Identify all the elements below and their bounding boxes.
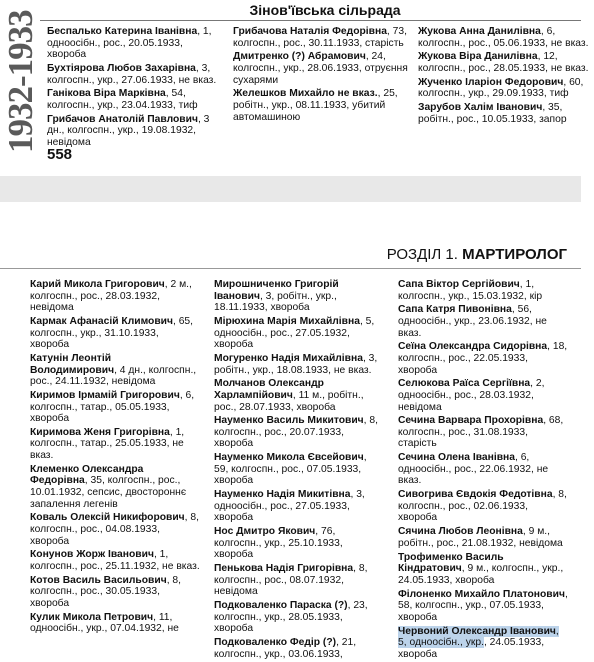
entry-details: , 8, колгоспн., рос., 30.05.1933, хвороба	[30, 574, 181, 609]
list-item	[233, 88, 411, 123]
entry-name: Жукова Анна Данилівна	[418, 26, 541, 37]
entry-name: Сивогрива Євдокія Федотівна	[398, 489, 553, 501]
entry-details: , 25, робітн., укр., 08.11.1933, убитий автомашиною	[233, 88, 398, 123]
entry-details: , 21, колгоспн., укр., 03.06.1933,	[214, 637, 357, 660]
entry-details-highlighted: , 5, одноосібн., укр.	[398, 625, 559, 649]
entry-name: Кулик Микола Петрович	[30, 611, 154, 623]
header-divider	[40, 20, 581, 21]
section-label: РОЗДІЛ 1.	[386, 246, 458, 263]
list-item	[418, 77, 594, 100]
page-number: 558	[47, 146, 73, 163]
entry-details: , 1, колгоспн., татар., 25.05.1933, не вказ.	[30, 426, 185, 462]
list-item	[398, 452, 568, 487]
entry-details: , 68, колгоспн., рос., 31.08.1933, старість	[398, 415, 564, 450]
list-item	[418, 51, 594, 74]
entry-name: Киримова Женя Григорівна	[30, 426, 170, 438]
list-item	[214, 526, 380, 561]
entry-details: , 8, колгоспн., рос., 02.06.1933, хвороба	[398, 489, 567, 524]
top-column-1	[47, 26, 223, 151]
top-column-3	[418, 26, 594, 128]
list-item	[30, 279, 200, 314]
list-item	[30, 464, 200, 510]
entry-name: Мирошниченко Григорій Іванович	[214, 279, 339, 302]
entry-details: , 3, одноосібн., рос., 27.05.1933, хвороба	[214, 489, 365, 524]
entry-details: , 24, колгоспн., укр., 28.06.1933, отруєння сухарями	[233, 51, 408, 86]
list-item	[418, 26, 594, 49]
entry-name: Клеменко Олександра Федорівна	[30, 463, 144, 487]
entry-details: , 23, колгоспн., укр., 28.05.1933, хвороба	[214, 600, 368, 635]
entry-details: , 6, одноосібн., рос., 22.06.1932, не вказ.	[398, 452, 549, 487]
entry-details: , 1, колгоспн., укр., 15.03.1932, кір	[398, 279, 543, 302]
entry-details: , 11, одноосібн., укр., 07.04.1932, не	[30, 611, 179, 635]
current-page	[0, 202, 581, 660]
year-range-vertical	[2, 2, 38, 152]
list-item	[398, 526, 568, 549]
list-item	[398, 415, 568, 450]
list-item	[214, 316, 380, 351]
entry-name: Грибачова Наталія Федорівна	[233, 26, 387, 37]
bottom-column-1	[30, 279, 200, 637]
entry-details: , 65, колгоспн., укр., 31.10.1933, хвороба	[30, 315, 194, 351]
entry-name: Коваль Олексій Никифорович	[30, 512, 185, 524]
entry-details: , 6, колгоспн., рос., 05.06.1933, не вказ.	[418, 26, 589, 49]
section-divider	[0, 268, 581, 269]
entry-details: , 11 м., робітн., рос., 28.07.1933, хвороба	[214, 389, 364, 413]
entry-details: , 8, колгоспн., рос., 04.08.1933, хвороба	[30, 512, 199, 547]
entry-name: Ганікова Віра Марківна	[47, 88, 166, 100]
entry-name: Сечина Олена Іванівна	[398, 452, 515, 464]
entry-details: , 1, одноосібн., рос., 20.05.1933, хвороба	[47, 26, 212, 61]
list-item	[214, 637, 380, 660]
entry-name: Грибачов Анатолій Павлович	[47, 113, 198, 125]
entry-name: Жукова Віра Данилівна	[418, 51, 538, 63]
entry-name: Конунов Жорж Іванович	[30, 549, 154, 561]
entry-name: Пенькова Надія Григорівна	[214, 563, 354, 575]
entry-name: Беспалько Катерина Іванівна	[47, 26, 198, 37]
entry-name: Жученко Іларіон Федорович	[418, 76, 564, 88]
list-item	[30, 390, 200, 425]
entry-name: Мірюхина Марія Михайлівна	[214, 315, 360, 327]
entry-name: Карий Микола Григорович	[30, 279, 165, 290]
entry-name: Могуренко Надія Михайлівна	[214, 352, 363, 364]
list-item	[398, 279, 568, 302]
entry-name: Нос Дмитро Якович	[214, 526, 316, 538]
entry-name: Сячина Любов Леонівна	[398, 526, 523, 538]
entry-name: Селюкова Раїса Сергіївна	[398, 378, 531, 390]
list-item	[214, 489, 380, 524]
list-item	[214, 378, 380, 413]
list-item	[30, 612, 200, 635]
list-item	[30, 353, 200, 388]
entry-name: Сечина Варвара Прохорівна	[398, 415, 544, 427]
entry-name: Сапа Катря Пивонівна	[398, 304, 512, 316]
entry-details: , 54, колгоспн., укр., 23.04.1933, тиф	[47, 88, 198, 111]
entry-name: Сапа Віктор Сергійович	[398, 279, 520, 290]
entry-name: Дмитренко (?) Абрамович	[233, 51, 366, 63]
entry-name: Сеїна Олександра Сидорівна	[398, 341, 548, 353]
entry-name: Подковаленко Параска (?)	[214, 600, 348, 612]
list-item	[214, 563, 380, 598]
list-item	[418, 102, 594, 125]
list-item	[47, 26, 223, 61]
entry-details: , 3 дн., колгоспн., укр., 19.08.1932, невідома	[47, 113, 210, 148]
entry-name: Зарубов Халім Іванович	[418, 102, 543, 114]
entry-name: Киримов Ірмамій Григорович	[30, 389, 180, 401]
entry-name: Науменко Василь Микитович	[214, 415, 364, 427]
list-item	[398, 552, 568, 587]
entry-details: , 5, одноосібн., рос., 27.05.1932, хвороба	[214, 315, 375, 351]
entry-details: , 2 м., колгоспн., рос., 28.03.1932, невідома	[30, 279, 192, 314]
entry-details: , 12, колгоспн., рос., 28.05.1933, не вказ.	[418, 51, 589, 74]
entry-details: , 18, колгоспн., рос., 22.05.1933, хвороба	[398, 341, 568, 376]
entry-name: Кармак Афанасій Климович	[30, 315, 173, 327]
list-item	[233, 26, 411, 49]
year-range-text: 1932-1933	[1, 10, 40, 153]
list-item	[398, 304, 568, 339]
entry-details: , 24.05.1933, хвороба	[398, 637, 545, 660]
entry-name: Желешков Михайло не вказ.	[233, 88, 378, 100]
list-item	[214, 353, 380, 376]
list-item	[47, 88, 223, 111]
list-item	[30, 316, 200, 351]
list-item	[214, 279, 380, 314]
entry-name: Бухтіярова Любов Захарівна	[47, 62, 196, 74]
entry-details: , 73, колгоспн., рос., 30.11.1933, старість	[233, 26, 407, 49]
list-item	[214, 452, 380, 487]
entry-details: , 35, колгоспн., рос., 10.01.1932, сепсис, двостороннє запалення легенів	[30, 475, 187, 510]
entry-name: Котов Василь Васильович	[30, 574, 167, 586]
list-item	[30, 512, 200, 547]
list-item	[30, 427, 200, 462]
entry-details: , 4 дн., колгоспн., рос., 24.11.1932, невідома	[30, 364, 197, 388]
entry-highlighted	[398, 626, 568, 661]
entry-details: , 9 м., робітн., рос., 21.08.1932, невідома	[398, 526, 563, 549]
list-item	[398, 589, 568, 624]
entry-details: , 56, одноосібн., укр., 23.06.1932, не вказ.	[398, 304, 547, 339]
bottom-column-2	[214, 279, 380, 662]
entry-details: , 6, колгоспн., татар., 05.05.1933, хвороба	[30, 389, 195, 425]
bottom-column-3	[398, 279, 568, 662]
entry-details: , 58, колгоспн., укр., 07.05.1933, хвороба	[398, 588, 568, 623]
list-item	[398, 341, 568, 376]
entry-details: , 59, колгоспн., рос., 07.05.1933, хвороба	[214, 452, 367, 487]
entry-details: , 2, одноосібн., рос., 28.03.1932, невідома	[398, 378, 545, 413]
list-item	[47, 114, 223, 149]
list-item	[47, 63, 223, 86]
entry-name: Молчанов Олександр Харлампійович	[214, 378, 324, 401]
entry-name: Трофименко Василь Кіндратович	[398, 551, 504, 575]
list-item	[30, 575, 200, 610]
list-item	[30, 549, 200, 572]
entry-name: Червоний Олександр Іванович	[398, 625, 556, 637]
entry-details: , 9 м., колгоспн., укр., 24.05.1933, хвороба	[398, 563, 564, 586]
entry-name: Катунін Леонтій Володимирович	[30, 352, 115, 376]
entry-details: , 76, колгоспн., укр., 25.10.1933, хвороба	[214, 526, 343, 561]
section-header	[387, 246, 567, 263]
entry-name: Науменко Микола Євсейович	[214, 452, 364, 464]
entry-details: , 35, робітн., рос., 10.05.1933, запор	[418, 102, 567, 125]
entry-details: , 8, колгоспн., рос., 20.07.1933, хвороба	[214, 415, 378, 450]
entry-details: , 60, колгоспн., укр., 29.09.1933, тиф	[418, 76, 584, 100]
previous-page-fragment	[0, 0, 589, 176]
entry-details: , 3, робітн., укр., 18.08.1933, не вказ.	[214, 352, 378, 376]
list-item	[214, 415, 380, 450]
page-gap	[0, 176, 581, 202]
entry-details: , 8, колгоспн., рос., 08.07.1932, невідома	[214, 563, 368, 598]
entry-name: Науменко Надія Микитівна	[214, 489, 351, 501]
entry-name: Філоненко Михайло Платонович	[398, 588, 565, 600]
top-column-2	[233, 26, 411, 125]
village-council-title: Зінов'ївська сільрада	[249, 2, 401, 18]
list-item	[233, 51, 411, 86]
entry-details: , 3, колгоспн., укр., 27.06.1933, не вказ.	[47, 62, 217, 86]
entry-details: , 3, робітн., укр., 18.11.1933, хвороба	[214, 290, 337, 314]
list-item	[214, 600, 380, 635]
list-item	[398, 489, 568, 524]
list-item	[398, 378, 568, 413]
entry-name: Подковаленко Федір (?)	[214, 637, 337, 649]
section-title: МАРТИРОЛОГ	[462, 246, 567, 263]
entry-details: , 1, колгоспн., рос., 25.11.1932, не вказ.	[30, 549, 200, 572]
